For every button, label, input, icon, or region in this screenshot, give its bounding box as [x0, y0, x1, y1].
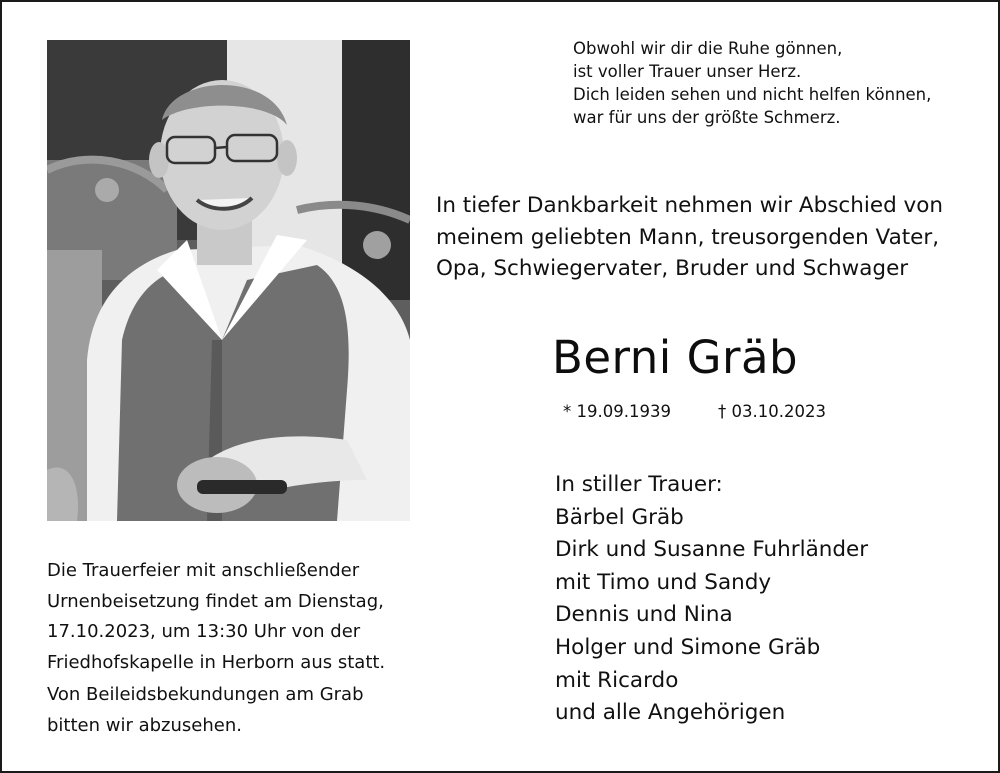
mourner-name: mit Timo und Sandy — [555, 569, 772, 595]
mourner-name: Holger und Simone Gräb — [555, 634, 821, 660]
condolence-note — [47, 680, 447, 741]
service-line: Urnenbeisetzung findet am Dienstag, — [47, 590, 384, 612]
poem-line: war für uns der größte Schmerz. — [573, 108, 841, 127]
condolence-line: bitten wir abzusehen. — [47, 714, 242, 736]
mourner-name: Dirk und Susanne Fuhrländer — [555, 537, 869, 563]
farewell-text — [436, 190, 986, 285]
life-dates — [563, 398, 863, 426]
farewell-line: In tiefer Dankbarkeit nehmen wir Abschied von — [436, 193, 944, 218]
deceased-name: Berni Gräb — [552, 331, 799, 384]
funeral-service-info — [47, 556, 447, 678]
poem-line: Dich leiden sehen und nicht helfen können, — [573, 85, 932, 104]
mourners-heading: In stiller Trauer: — [555, 472, 723, 497]
birth-date: * 19.09.1939 — [563, 402, 671, 421]
service-line: Die Trauerfeier mit anschließender — [47, 560, 360, 581]
mourner-name: Bärbel Gräb — [555, 504, 684, 530]
service-line: Friedhofskapelle in Herborn aus statt. — [47, 651, 386, 673]
mourners-list — [555, 469, 995, 730]
death-date: † 03.10.2023 — [718, 402, 826, 421]
mourner-name: und alle Angehörigen — [555, 700, 786, 726]
poem — [573, 37, 983, 129]
portrait-photo — [47, 40, 410, 521]
condolence-line: Von Beileidsbekundungen am Grab — [47, 684, 364, 705]
farewell-line: Opa, Schwiegervater, Bruder und Schwager — [436, 256, 909, 281]
mourner-name: mit Ricardo — [555, 667, 679, 693]
poem-line: Obwohl wir dir die Ruhe gönnen, — [573, 39, 843, 58]
mourner-name: Dennis und Nina — [555, 602, 733, 628]
service-line: 17.10.2023, um 13:30 Uhr von der — [47, 621, 361, 642]
farewell-line: meinem geliebten Mann, treusorgenden Vater, — [436, 224, 940, 250]
poem-line: ist voller Trauer unser Herz. — [573, 62, 802, 81]
